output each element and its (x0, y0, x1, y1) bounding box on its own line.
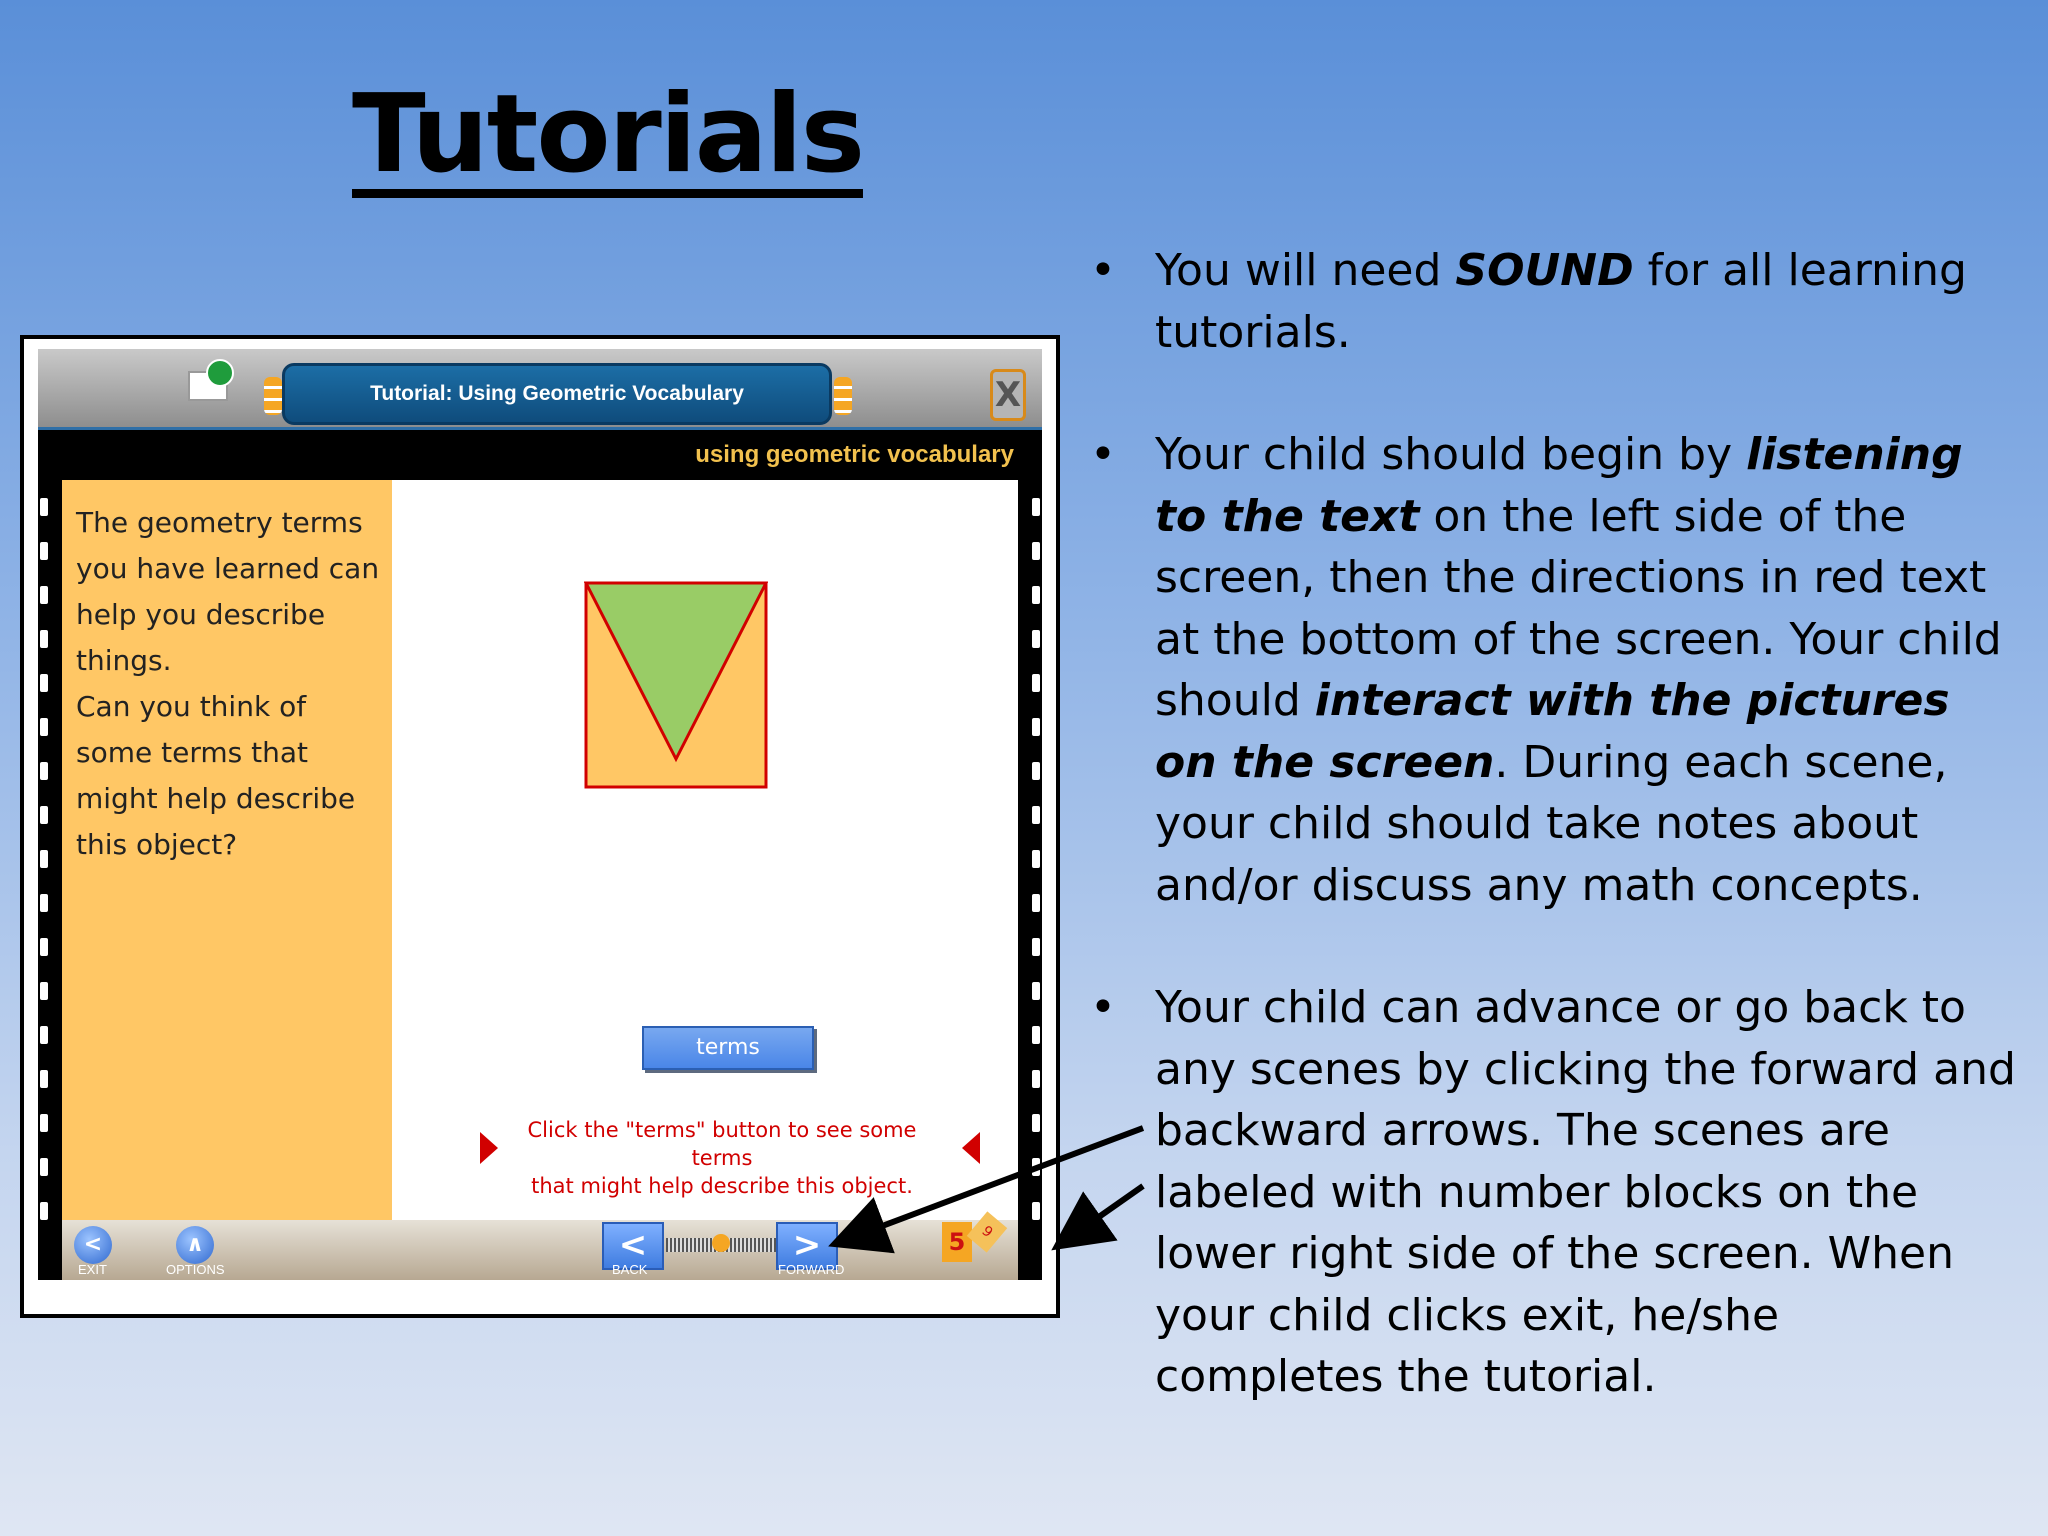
forward-label: FORWARD (778, 1262, 845, 1277)
options-label: OPTIONS (166, 1262, 225, 1277)
instruction-line-1: Click the "terms" button to see some terms (527, 1118, 917, 1170)
back-label: BACK (612, 1262, 648, 1277)
narration-text-1: The geometry terms you have learned can help you describe things. (76, 506, 380, 677)
pointer-arrow-to-forward (845, 1128, 1143, 1240)
bullet-text: Your child should begin by listening to the text on the left side of the screen, then the directions in red text at the bottom of the screen. Your child should interact with the pictures on the screen. During each scene, your child should take notes about and/or discuss any math concepts. (1155, 429, 2002, 911)
bullet-text: Your child can advance or go back to any scenes by clicking the forward and backward arrows. The scenes are labeled with number blocks on the lower right side of the screen. When your child clicks exit, he/she completes the tutorial. (1155, 982, 2016, 1402)
exit-button[interactable]: < (74, 1226, 112, 1264)
slide-title: Tutorials (352, 72, 863, 197)
scene-number-block[interactable]: 5 (942, 1222, 972, 1262)
instruction-line-2: that might help describe this object. (531, 1174, 913, 1198)
bullet-dot: • (1090, 429, 1116, 480)
bullet-text: You will need SOUND for all learning tutorials. (1155, 245, 1967, 358)
exit-label: EXIT (78, 1262, 107, 1277)
forward-button[interactable]: > (776, 1222, 838, 1270)
bullet-dot: • (1090, 982, 1116, 1033)
terms-button[interactable]: terms (642, 1026, 814, 1070)
scene-number-block-next[interactable]: 9 (967, 1211, 1007, 1252)
window-title: Tutorial: Using Geometric Vocabulary (282, 363, 832, 425)
bullet-dot: • (1090, 245, 1116, 296)
options-button[interactable]: ∧ (176, 1226, 214, 1264)
narration-text-2: Can you think of some terms that might help describe this object? (76, 690, 356, 861)
back-button[interactable]: < (602, 1222, 664, 1270)
pointer-arrow-to-scene-number (1066, 1186, 1143, 1240)
scene-header: using geometric vocabulary (38, 430, 1042, 480)
close-button[interactable]: X (990, 369, 1026, 421)
